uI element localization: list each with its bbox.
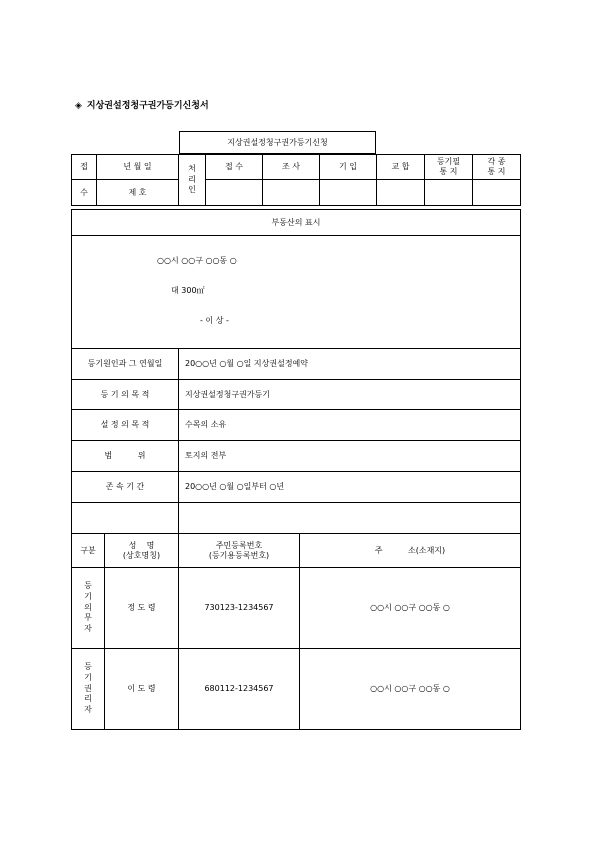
property-section-title: 부동산의 표시 xyxy=(72,210,521,236)
row-label-cause: 등기원인과 그 연월일 xyxy=(72,349,179,380)
col-various-notice: 각 종 통 지 xyxy=(473,155,521,180)
party-address-obligor: ○○시 ○○구 ○○동 ○ xyxy=(300,568,521,649)
property-area: 대 300㎡ xyxy=(171,286,205,295)
row-value-purpose: 지상권설정청구권가등기 xyxy=(179,380,521,410)
blank-cell-2 xyxy=(263,180,320,206)
row-label-duration: 존 속 기 간 xyxy=(72,472,179,503)
blank-cell-6 xyxy=(473,180,521,206)
party-address-holder: ○○시 ○○구 ○○동 ○ xyxy=(300,649,521,730)
party-role-holder: 등 기 권 리 자 xyxy=(72,649,105,730)
form-title: 지상권설정청구권가등기신청 xyxy=(180,132,376,154)
col-jeopsu: 접 수 xyxy=(206,155,263,180)
party-name-holder: 이 도 령 xyxy=(105,649,179,730)
reception-number: 제 호 xyxy=(97,180,179,206)
reception-date: 년 월 일 xyxy=(97,155,179,180)
parties-header-address: 주 소(소재지) xyxy=(300,534,521,568)
form-title-box xyxy=(179,131,376,154)
col-gyohap: 교 합 xyxy=(377,155,425,180)
row-value-setting-purpose: 수목의 소유 xyxy=(179,410,521,441)
blank-cell-1 xyxy=(206,180,263,206)
parties-header-name: 성 명 (상호명칭) xyxy=(105,534,179,568)
row-label-purpose: 등 기 의 목 적 xyxy=(72,380,179,410)
party-role-obligor: 등 기 의 무 자 xyxy=(72,568,105,649)
row-label-blank xyxy=(72,503,179,534)
row-value-cause: 20○○년 ○월 ○일 지상권설정예약 xyxy=(179,349,521,380)
row-value-duration: 20○○년 ○월 ○일부터 ○년 xyxy=(179,472,521,503)
col-josa: 조 사 xyxy=(263,155,320,180)
parties-header-type: 구분 xyxy=(72,534,105,568)
row-label-scope: 범 위 xyxy=(72,441,179,472)
party-id-obligor: 730123-1234567 xyxy=(179,568,300,649)
party-name-obligor: 정 도 령 xyxy=(105,568,179,649)
property-address: ○○시 ○○구 ○○동 ○ xyxy=(157,256,237,265)
col-giip: 기 입 xyxy=(320,155,377,180)
diamond-icon: ◈ xyxy=(75,101,82,111)
page-title xyxy=(75,98,209,111)
party-id-holder: 680112-1234567 xyxy=(179,649,300,730)
reception-label-bottom: 수 xyxy=(72,180,97,206)
row-value-blank xyxy=(179,503,521,534)
row-label-setting-purpose: 설 정 의 목 적 xyxy=(72,410,179,441)
blank-cell-5 xyxy=(425,180,473,206)
col-registration-notice: 등기필 통 지 xyxy=(425,155,473,180)
blank-cell-4 xyxy=(377,180,425,206)
parties-table xyxy=(71,533,521,730)
title-text: 지상권설정청구권가등기신청서 xyxy=(86,101,209,111)
row-value-scope: 토지의 전부 xyxy=(179,441,521,472)
parties-header-id: 주민등록번호 (등기용등록번호) xyxy=(179,534,300,568)
property-end-mark: - 이 상 - xyxy=(200,316,229,325)
reception-label-top: 접 xyxy=(72,155,97,180)
process-label: 처 리 인 xyxy=(179,155,206,206)
property-description xyxy=(72,236,521,349)
header-table xyxy=(71,154,521,206)
main-table xyxy=(71,209,521,534)
blank-cell-3 xyxy=(320,180,377,206)
